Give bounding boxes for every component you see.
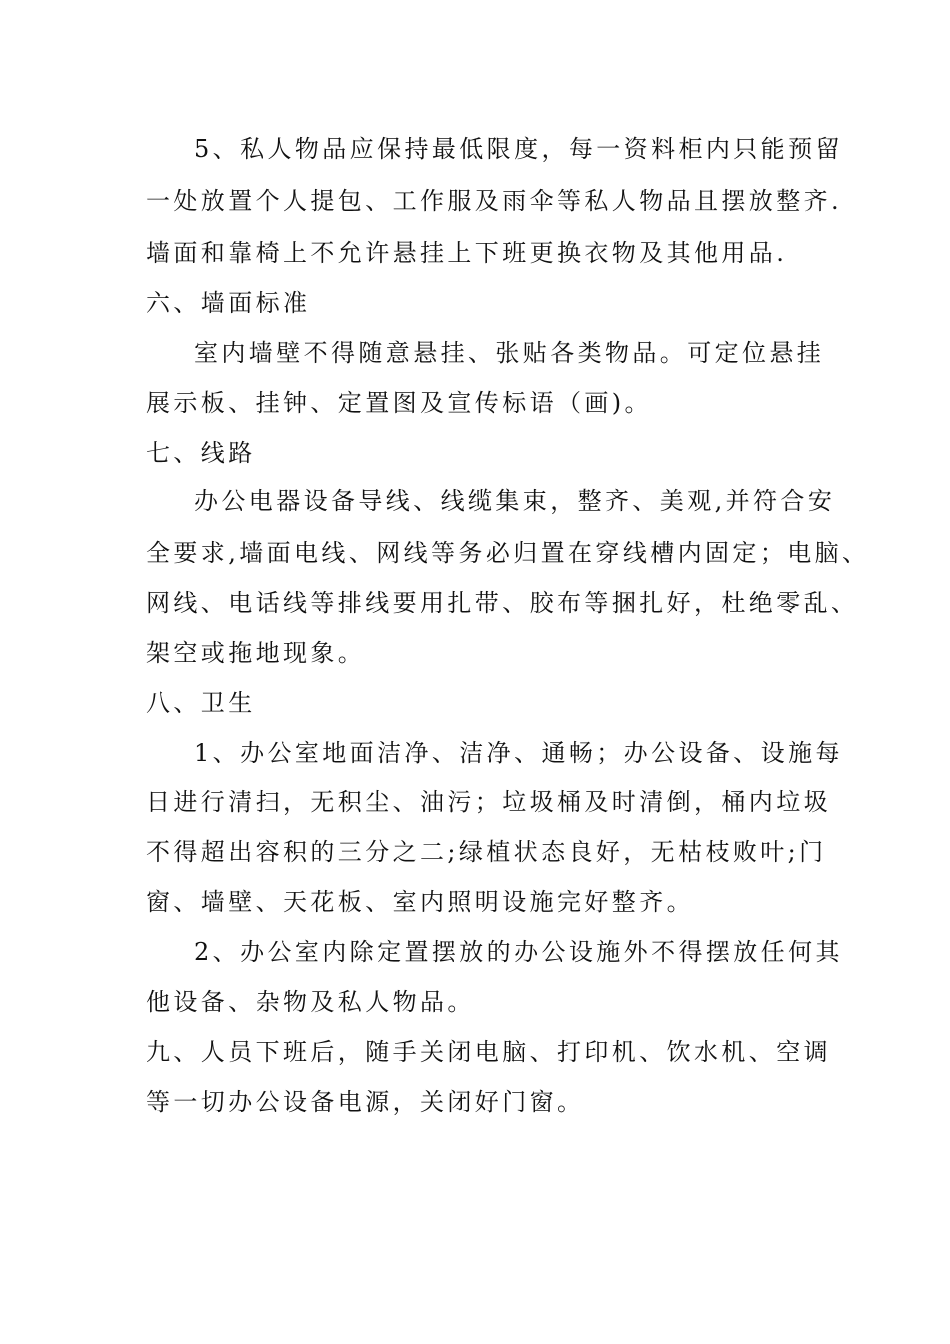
paragraph-line: 墙面和靠椅上不允许悬挂上下班更换衣物及其他用品. xyxy=(146,239,788,267)
paragraph-line: 全要求,墙面电线、网线等务必归置在穿线槽内固定；电脑、 xyxy=(146,539,870,567)
paragraph-line: 他设备、杂物及私人物品。 xyxy=(146,988,475,1016)
paragraph-line: 办公电器设备导线、线缆集束，整齐、美观,并符合安 xyxy=(194,487,836,515)
paragraph-line: 架空或拖地现象。 xyxy=(146,639,366,667)
paragraph-line: 日进行清扫，无积尘、油污；垃圾桶及时清倒，桶内垃圾 xyxy=(146,788,831,816)
paragraph-line: 1、办公室地面洁净、洁净、通畅；办公设备、设施每 xyxy=(194,739,843,767)
paragraph-line: 展示板、挂钟、定置图及宣传标语（画)。 xyxy=(146,389,652,417)
paragraph-line: 网线、电话线等排线要用扎带、胶布等捆扎好，杜绝零乱、 xyxy=(146,589,859,617)
paragraph-line: 5、私人物品应保持最低限度，每一资料柜内只能预留 xyxy=(194,135,843,163)
paragraph-line: 2、办公室内除定置摆放的办公设施外不得摆放任何其 xyxy=(194,938,843,966)
paragraph-line: 等一切办公设备电源，关闭好门窗。 xyxy=(146,1088,585,1116)
paragraph-line: 窗、墙壁、天花板、室内照明设施完好整齐。 xyxy=(146,888,694,916)
paragraph-line: 不得超出容积的三分之二;绿植状态良好，无枯枝败叶;门 xyxy=(146,838,827,866)
section-heading: 八、卫生 xyxy=(146,689,256,717)
section-heading: 七、线路 xyxy=(146,439,256,467)
paragraph-line: 九、人员下班后，随手关闭电脑、打印机、饮水机、空调 xyxy=(146,1038,831,1066)
paragraph-line: 室内墙壁不得随意悬挂、张贴各类物品。可定位悬挂 xyxy=(194,339,825,367)
section-heading: 六、墙面标准 xyxy=(146,289,311,317)
paragraph-line: 一处放置个人提包、工作服及雨伞等私人物品且摆放整齐. xyxy=(146,187,843,215)
